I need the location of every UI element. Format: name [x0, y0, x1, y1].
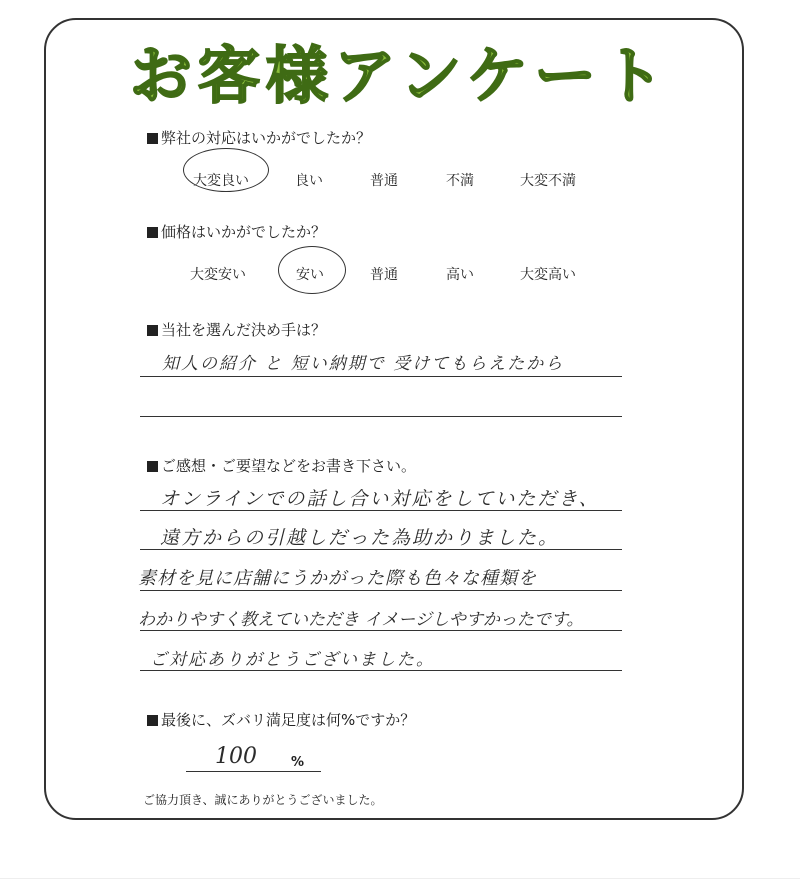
q1-option-2[interactable]: 良い: [295, 173, 323, 189]
question-reason: [147, 319, 326, 340]
survey-title: お客様アンケート: [129, 39, 671, 112]
satisfaction-rule: [186, 771, 321, 772]
answer-rule: [140, 416, 622, 417]
footer-thanks: ご協力頂き、誠にありがとうございました。: [143, 793, 383, 807]
answer-rule: [140, 510, 622, 511]
question-price: [147, 221, 326, 242]
handwritten-feedback-line: オンラインでの話し合い対応をしていただき、: [160, 488, 600, 510]
square-bullet-icon: [147, 715, 158, 726]
q2-option-2[interactable]: 安い: [296, 267, 324, 283]
percent-unit: %: [291, 755, 305, 770]
answer-rule: [140, 590, 622, 591]
handwritten-feedback-line: ご対応ありがとうございました。: [150, 650, 435, 670]
handwritten-feedback-line: 遠方からの引越しだった為助かりました。: [160, 527, 560, 549]
question-service-label: 弊社の対応はいかがでしたか？: [161, 129, 372, 147]
square-bullet-icon: [147, 325, 158, 336]
q2-option-1[interactable]: 大変安い: [190, 267, 246, 283]
q1-option-1[interactable]: 大変良い: [193, 173, 249, 189]
question-feedback: [147, 455, 416, 476]
answer-rule: [140, 549, 622, 550]
answer-rule: [140, 376, 622, 377]
question-service: [147, 127, 371, 148]
answer-rule: [140, 630, 622, 631]
handwritten-answer-line: 知人の紹介 と 短い納期で 受けてもらえたから: [162, 354, 565, 374]
q1-option-3[interactable]: 普通: [370, 173, 398, 189]
page-divider: [0, 878, 800, 879]
q1-option-4[interactable]: 不満: [446, 173, 474, 189]
q2-option-4[interactable]: 高い: [446, 267, 474, 283]
question-satisfaction-label: 最後に、ズバリ満足度は何%ですか？: [161, 711, 416, 729]
question-reason-label: 当社を選んだ決め手は？: [161, 321, 327, 339]
question-feedback-label: ご感想・ご要望などをお書き下さい。: [161, 457, 417, 475]
q2-option-3[interactable]: 普通: [370, 267, 398, 283]
square-bullet-icon: [147, 133, 158, 144]
q1-option-5[interactable]: 大変不満: [520, 173, 576, 189]
satisfaction-value: 100: [215, 744, 257, 769]
handwritten-feedback-line: わかりやすく教えていただき イメージしやすかったです。: [138, 610, 584, 630]
square-bullet-icon: [147, 227, 158, 238]
question-price-label: 価格はいかがでしたか？: [161, 223, 327, 241]
q2-option-5[interactable]: 大変高い: [520, 267, 576, 283]
handwritten-feedback-line: 素材を見に店舗にうかがった際も色々な種類を: [138, 568, 537, 589]
question-satisfaction: [147, 709, 415, 730]
answer-rule: [140, 670, 622, 671]
square-bullet-icon: [147, 461, 158, 472]
